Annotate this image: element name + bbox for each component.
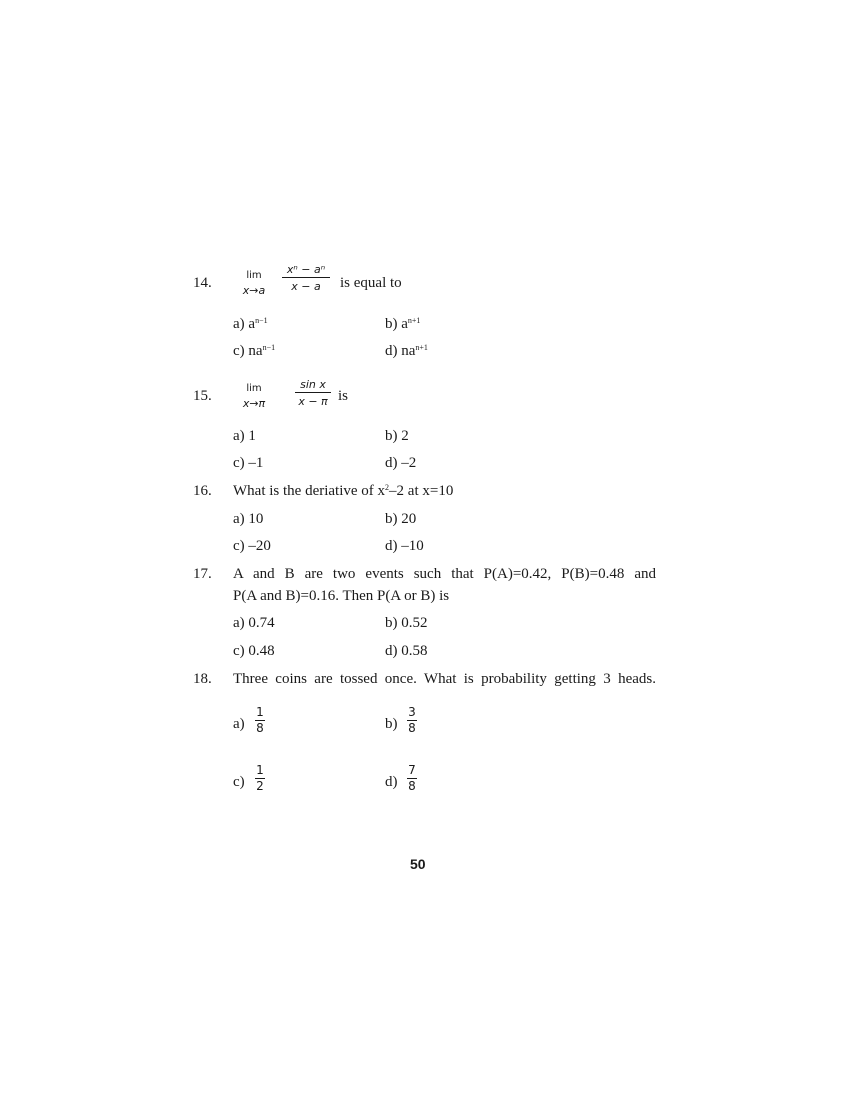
option-b: b) 0.52 — [385, 615, 428, 631]
lim-subscript: x→π — [242, 397, 266, 410]
option-d: d) –10 — [385, 538, 424, 554]
question-text: is — [338, 388, 349, 404]
option-c-fraction: 1 2 — [256, 763, 264, 793]
question-text: Three coins are tossed once. What is probability getting 3 heads. — [233, 671, 656, 687]
limit-expression — [234, 382, 274, 412]
fraction-numerator: xⁿ − aⁿ — [286, 263, 326, 276]
question-text: What is the deriative of $x^2-2$ at x=10 — [233, 483, 454, 499]
option-a: a) $a^{n-1}$ — [233, 316, 268, 332]
option-a-fraction: 1 8 — [256, 705, 264, 735]
question-number: 17. — [193, 566, 212, 582]
option-b: b) 2 — [385, 428, 409, 444]
option-a-label: a) — [233, 716, 245, 732]
option-c: c) –1 — [233, 455, 264, 471]
option-d-label: d) — [385, 774, 398, 790]
option-b: b) $a^{n+1}$ — [385, 316, 421, 332]
option-c: c) $na^{n-1}$ — [233, 343, 276, 359]
fraction-denominator: x − a — [291, 280, 321, 293]
option-d-fraction: 7 8 — [408, 763, 416, 793]
question-number: 14. — [193, 275, 212, 291]
limit-fraction — [282, 262, 330, 295]
option-c-label: c) — [233, 774, 245, 790]
option-a: a) 0.74 — [233, 615, 275, 631]
fraction-numerator: sin x — [300, 378, 326, 391]
option-a: a) 10 — [233, 511, 264, 527]
page-number: 50 — [410, 856, 426, 872]
option-a: a) 1 — [233, 428, 256, 444]
option-d: d) $na^{n+1}$ — [385, 343, 428, 359]
limit-fraction — [295, 377, 331, 410]
option-d: d) –2 — [385, 455, 417, 471]
question-number: 18. — [193, 671, 212, 687]
lim-subscript: x→a — [242, 284, 266, 297]
question-text-line-2: P(A and B)=0.16. Then P(A or B) is — [233, 588, 450, 604]
question-text-line-1: A and B are two events such that P(A)=0.42, P(B)=0.48 and — [233, 566, 656, 582]
option-c: c) –20 — [233, 538, 271, 554]
option-b: b) 20 — [385, 511, 417, 527]
option-b-fraction: 3 8 — [408, 705, 416, 735]
question-number: 15. — [193, 388, 212, 404]
lim-word: lim — [246, 270, 262, 281]
lim-word: lim — [246, 383, 262, 394]
question-number: 16. — [193, 483, 212, 499]
option-c: c) 0.48 — [233, 643, 275, 659]
option-b-label: b) — [385, 716, 398, 732]
limit-expression — [234, 269, 274, 299]
question-text: is equal to — [340, 275, 402, 291]
fraction-denominator: x − π — [298, 395, 328, 408]
option-d: d) 0.58 — [385, 643, 428, 659]
